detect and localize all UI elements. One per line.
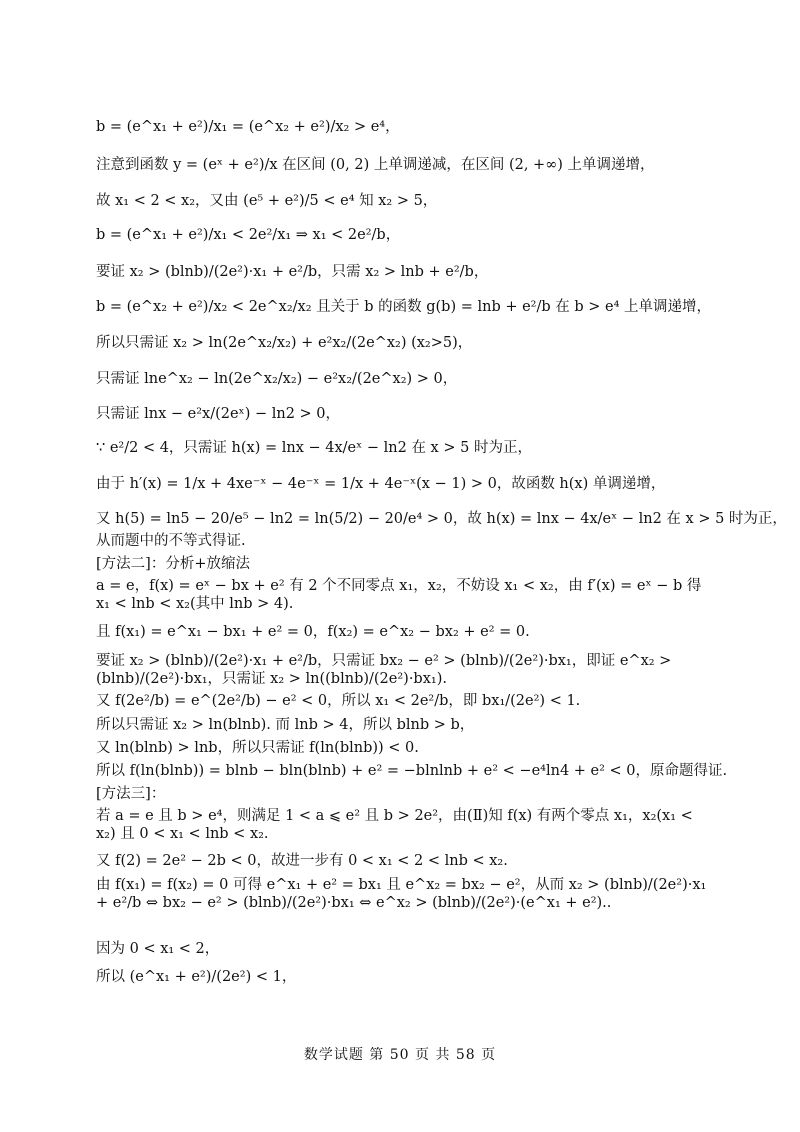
text-line: 且 f(x₁) = e^x₁ − bx₁ + e² = 0，f(x₂) = e^x₂ − bx₂ + e² = 0. [96,624,530,640]
page-footer: 数学试题 第 50 页 共 58 页 [303,1047,497,1063]
text-line: 因为 0 < x₁ < 2， [96,941,220,957]
text-line: 所以 (e^x₁ + e²)/(2e²) < 1， [96,969,297,985]
text-line: 故 x₁ < 2 < x₂，又由 (e⁵ + e²)/5 < e⁴ 知 x₂ > 5， [96,193,438,209]
text-line: 只需证 lne^x₂ − ln(2e^x₂/x₂) − e²x₂/(2e^x₂) > 0， [96,371,458,387]
text-line: 由于 h′(x) = 1/x + 4xe⁻ˣ − 4e⁻ˣ = 1/x + 4e⁻ˣ(x − 1) > 0，故函数 h(x) 单调递增， [96,476,666,492]
text-line: 又 ln(blnb) > lnb，所以只需证 f(ln(blnb)) < 0. [96,740,419,756]
section-heading: [方法三]： [96,786,166,802]
text-line: 从而题中的不等式得证. [96,533,246,549]
text-line: b = (e^x₁ + e²)/x₁ = (e^x₂ + e²)/x₂ > e⁴， [96,119,400,135]
text-line: 所以只需证 x₂ > ln(2e^x₂/x₂) + e²x₂/(2e^x₂) (x₂>5)， [96,335,473,351]
text-line: 只需证 lnx − e²x/(2eˣ) − ln2 > 0， [96,406,341,422]
section-heading: [方法二]：分析+放缩法 [96,556,250,572]
text-line: b = (e^x₂ + e²)/x₂ < 2e^x₂/x₂ 且关于 b 的函数 g(b) = lnb + e²/b 在 b > e⁴ 上单调递增， [96,299,712,315]
text-line: 又 f(2e²/b) = e^(2e²/b) − e² < 0，所以 x₁ < 2e²/b，即 bx₁/(2e²) < 1. [96,693,581,709]
text-line: a = e，f(x) = eˣ − bx + e² 有 2 个不同零点 x₁，x₂，不妨设 x₁ < x₂，由 f′(x) = eˣ − b 得 x₁ < lnb < x₂(其中 lnb > 4). [96,578,702,612]
text-line: 又 h(5) = ln5 − 20/e⁵ − ln2 = ln(5/2) − 20/e⁴ > 0，故 h(x) = lnx − 4x/eˣ − ln2 在 x > 5 时为正， [96,511,787,527]
text-line: 要证 x₂ > (blnb)/(2e²)·x₁ + e²/b，只需证 bx₂ − e² > (blnb)/(2e²)·bx₁，即证 e^x₂ > (blnb)/(2e²)·bx₁，只需证 x₂ > ln((blnb)/(2e²)·bx₁). [96,653,672,687]
text-line: 要证 x₂ > (blnb)/(2e²)·x₁ + e²/b，只需 x₂ > lnb + e²/b， [96,264,489,280]
text-line: ∵ e²/2 < 4，只需证 h(x) = lnx − 4x/eˣ − ln2 在 x > 5 时为正， [96,440,532,456]
text-line: 所以 f(ln(blnb)) = blnb − bln(blnb) + e² = −blnlnb + e² < −e⁴ln4 + e² < 0，原命题得证. [96,763,728,779]
text-line: 由 f(x₁) = f(x₂) = 0 可得 e^x₁ + e² = bx₁ 且 e^x₂ = bx₂ − e²，从而 x₂ > (blnb)/(2e²)·x₁ + e²/b ⇔ bx₂ − e² > (blnb)/(2e²)·bx₁ ⇔ e^x₂ > (blnb)/(2e²)·(e^x₁ + e²).. [96,877,707,911]
text-line: b = (e^x₁ + e²)/x₁ < 2e²/x₁ ⇒ x₁ < 2e²/b， [96,227,401,243]
text-line: 又 f(2) = 2e² − 2b < 0，故进一步有 0 < x₁ < 2 < lnb < x₂. [96,853,508,869]
text-line: 所以只需证 x₂ > ln(blnb). 而 lnb > 4，所以 blnb > b， [96,717,475,733]
text-line: 若 a = e 且 b > e⁴，则满足 1 < a ⩽ e² 且 b > 2e²，由(Ⅱ)知 f(x) 有两个零点 x₁，x₂(x₁ < x₂) 且 0 < x₁ < lnb < x₂. [96,808,693,842]
text-line: 注意到函数 y = (eˣ + e²)/x 在区间 (0, 2) 上单调递减，在区间 (2, +∞) 上单调递增， [96,157,655,173]
